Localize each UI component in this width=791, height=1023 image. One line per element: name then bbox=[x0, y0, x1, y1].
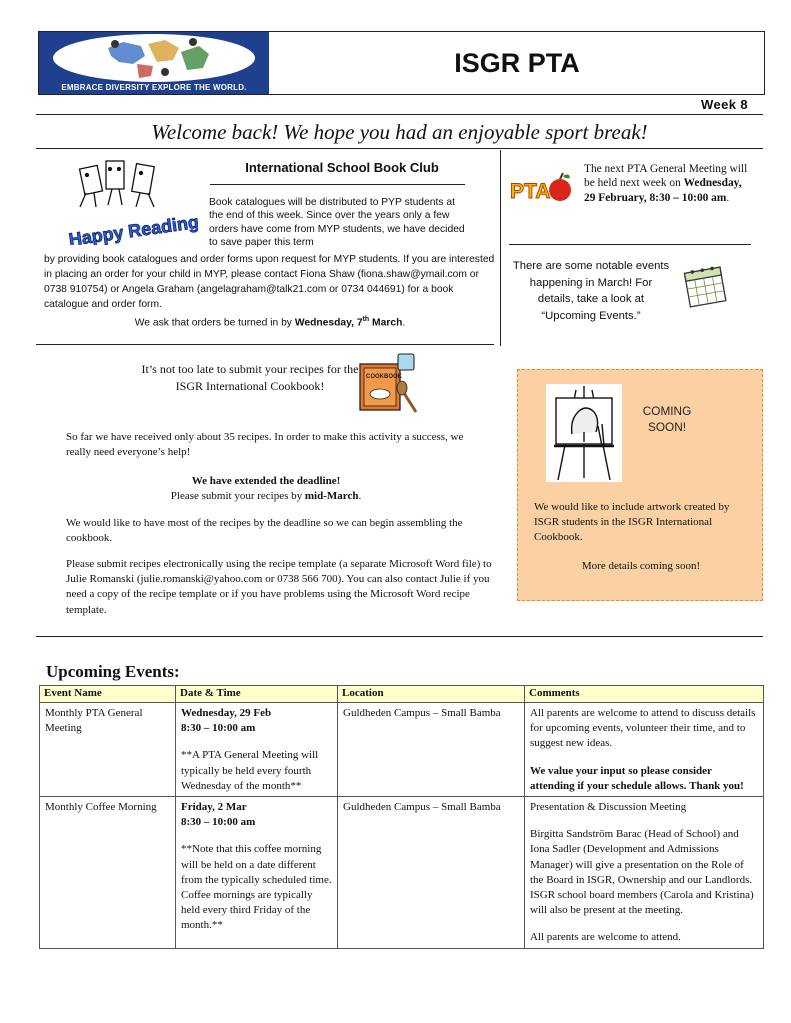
book-club-title-underline bbox=[210, 184, 465, 185]
cookbook-deadline-block bbox=[66, 474, 466, 504]
column-header-date-time: Date & Time bbox=[176, 686, 338, 703]
comments-cell bbox=[525, 703, 764, 797]
logo-motto: EMBRACE DIVERSITY EXPLORE THE WORLD. bbox=[61, 83, 247, 92]
location-cell: Guldheden Campus – Small Bamba bbox=[338, 703, 525, 797]
submit-date: mid-March bbox=[304, 490, 359, 503]
deadline-extended-heading: We have extended the deadline! bbox=[191, 475, 341, 487]
pta-badge bbox=[508, 170, 572, 206]
event-comment-detail: Birgitta Sandström Barac (Head of School) and Iona Sadler (Development and Admissions Manager) will give a presentation on the Role of the Board in ISGR, Ownership and our Landlords. ISGR school board members (Carola and Kristina) will also be present at the meeting. bbox=[530, 828, 754, 917]
world-map-icon bbox=[53, 34, 255, 82]
reading-books-icon bbox=[62, 153, 198, 245]
event-comment: Presentation & Discussion Meeting bbox=[530, 801, 687, 814]
happy-reading-text: Happy Reading! bbox=[67, 210, 198, 245]
event-date-note: **Note that this coffee morning will be held on a date different from the typically scheduled time. Coffee mornings are typically held every third Friday of the month.** bbox=[181, 843, 332, 932]
table-header-row bbox=[40, 686, 764, 703]
column-header-comments: Comments bbox=[525, 686, 764, 703]
deadline-suffix: . bbox=[402, 317, 406, 329]
pta-meeting-text: The next PTA General Meeting will be held next week on bbox=[584, 163, 748, 190]
cookbook-submit-line bbox=[66, 489, 466, 504]
event-date: Friday, 2 Mar bbox=[181, 801, 247, 814]
easel-icon bbox=[546, 384, 622, 482]
event-time: 8:30 – 10:00 am bbox=[181, 722, 256, 735]
deadline-superscript: th bbox=[362, 316, 370, 323]
happy-reading-illustration bbox=[62, 153, 198, 245]
cookbook-label: COOKBOOK bbox=[366, 374, 402, 380]
column-header-location: Location bbox=[338, 686, 525, 703]
school-logo bbox=[39, 32, 269, 94]
event-comment: All parents are welcome to attend to discuss details for upcoming events, volunteer their time, and to suggest new ideas. bbox=[530, 707, 756, 750]
artwork-description: We would like to include artwork created by ISGR students in the ISGR International Cookbook. bbox=[534, 501, 730, 543]
cookbook-paragraph-3: We would like to have most of the recipes by the deadline so we can begin assembling the cookbook. bbox=[66, 517, 463, 545]
book-club-bottom-divider bbox=[36, 344, 494, 345]
date-time-cell bbox=[176, 797, 338, 949]
pta-apple-icon bbox=[508, 170, 572, 206]
event-name-cell: Monthly Coffee Morning bbox=[40, 797, 176, 949]
pta-meeting-date: Wednesday, 29 February, 8:30 – 10:00 am bbox=[584, 177, 742, 204]
cookbook-paragraph-4: Please submit recipes electronically using the recipe template (a separate Microsoft Word file) to Julie Romanski (julie.romanski@yahoo.com or 0738 566 700). You can also contact Julie if you need a copy of the recipe template or if you have problems using the Microsoft Word recipe template. bbox=[66, 558, 492, 616]
artwork-more-details: More details coming soon! bbox=[581, 560, 701, 572]
comments-cell bbox=[525, 797, 764, 949]
column-header-event-name: Event Name bbox=[40, 686, 176, 703]
right-column-divider bbox=[509, 244, 751, 245]
cookbook-icon bbox=[356, 350, 422, 416]
event-comment-closing: All parents are welcome to attend. bbox=[530, 931, 681, 944]
page-title: ISGR PTA bbox=[454, 47, 580, 78]
calendar-icon bbox=[681, 262, 729, 310]
events-divider bbox=[36, 636, 763, 637]
event-time: 8:30 – 10:00 am bbox=[181, 816, 256, 829]
book-club-paragraph-continued: by providing book catalogues and order forms upon request for MYP students. If you are interested in placing an order for your child in MYP, please contact Fiona Shaw (fiona.shaw@ymail.com or 0738 910754) or Angela Graham (angelagraham@talk21.com or 0734 044691) for a book catalogue and order form. bbox=[44, 254, 495, 310]
book-club-deadline bbox=[44, 316, 496, 328]
table-row bbox=[40, 703, 764, 797]
cookbook-paragraph-1: So far we have received only about 35 recipes. In order to make this activity a success, we really need everyone’s help! bbox=[66, 431, 464, 459]
welcome-divider bbox=[36, 148, 763, 149]
deadline-prefix: We ask that orders be turned in by bbox=[134, 317, 295, 329]
deadline-month: March bbox=[369, 317, 403, 329]
table-row bbox=[40, 797, 764, 949]
cookbook-illustration bbox=[356, 350, 422, 416]
date-time-cell bbox=[176, 703, 338, 797]
upcoming-events-title: Upcoming Events: bbox=[46, 662, 180, 681]
column-divider bbox=[500, 150, 501, 346]
easel-illustration bbox=[546, 384, 622, 482]
march-events-note: There are some notable events happening in March! For details, take a look at “Upcoming Events.” bbox=[512, 260, 670, 322]
event-date: Wednesday, 29 Feb bbox=[181, 707, 272, 719]
welcome-banner: Welcome back! We hope you had an enjoyable sport break! bbox=[151, 120, 648, 144]
event-name-cell: Monthly PTA General Meeting bbox=[40, 703, 176, 797]
location-cell: Guldheden Campus – Small Bamba bbox=[338, 797, 525, 949]
pta-meeting-notice bbox=[584, 162, 754, 205]
header-divider bbox=[36, 114, 763, 115]
book-club-title: International School Book Club bbox=[245, 160, 439, 175]
logo-globe-ellipse bbox=[53, 34, 255, 82]
pta-badge-text: PTA bbox=[510, 180, 551, 203]
event-comment-emphasis: We value your input so please consider attending if your schedule allows. Thank you! bbox=[530, 764, 744, 792]
book-club-paragraph: Book catalogues will be distributed to PYP students at the end of this week. Since over the years only a few orders have come from MYP students, we have decided to save paper this term bbox=[209, 197, 465, 248]
coming-soon-label: COMING SOON! bbox=[642, 404, 692, 434]
cookbook-intro: It’s not too late to submit your recipes for the ISGR International Cookbook! bbox=[141, 362, 359, 393]
week-label: Week 8 bbox=[701, 97, 748, 112]
deadline-date: Wednesday, 7 bbox=[294, 317, 363, 329]
submit-prefix: Please submit your recipes by bbox=[170, 490, 305, 503]
upcoming-events-table bbox=[39, 685, 764, 949]
submit-suffix: . bbox=[358, 490, 362, 503]
event-date-note: **A PTA General Meeting will typically be held every fourth Wednesday of the month** bbox=[181, 749, 319, 792]
calendar-illustration bbox=[681, 262, 729, 310]
pta-meeting-suffix: . bbox=[726, 191, 730, 204]
